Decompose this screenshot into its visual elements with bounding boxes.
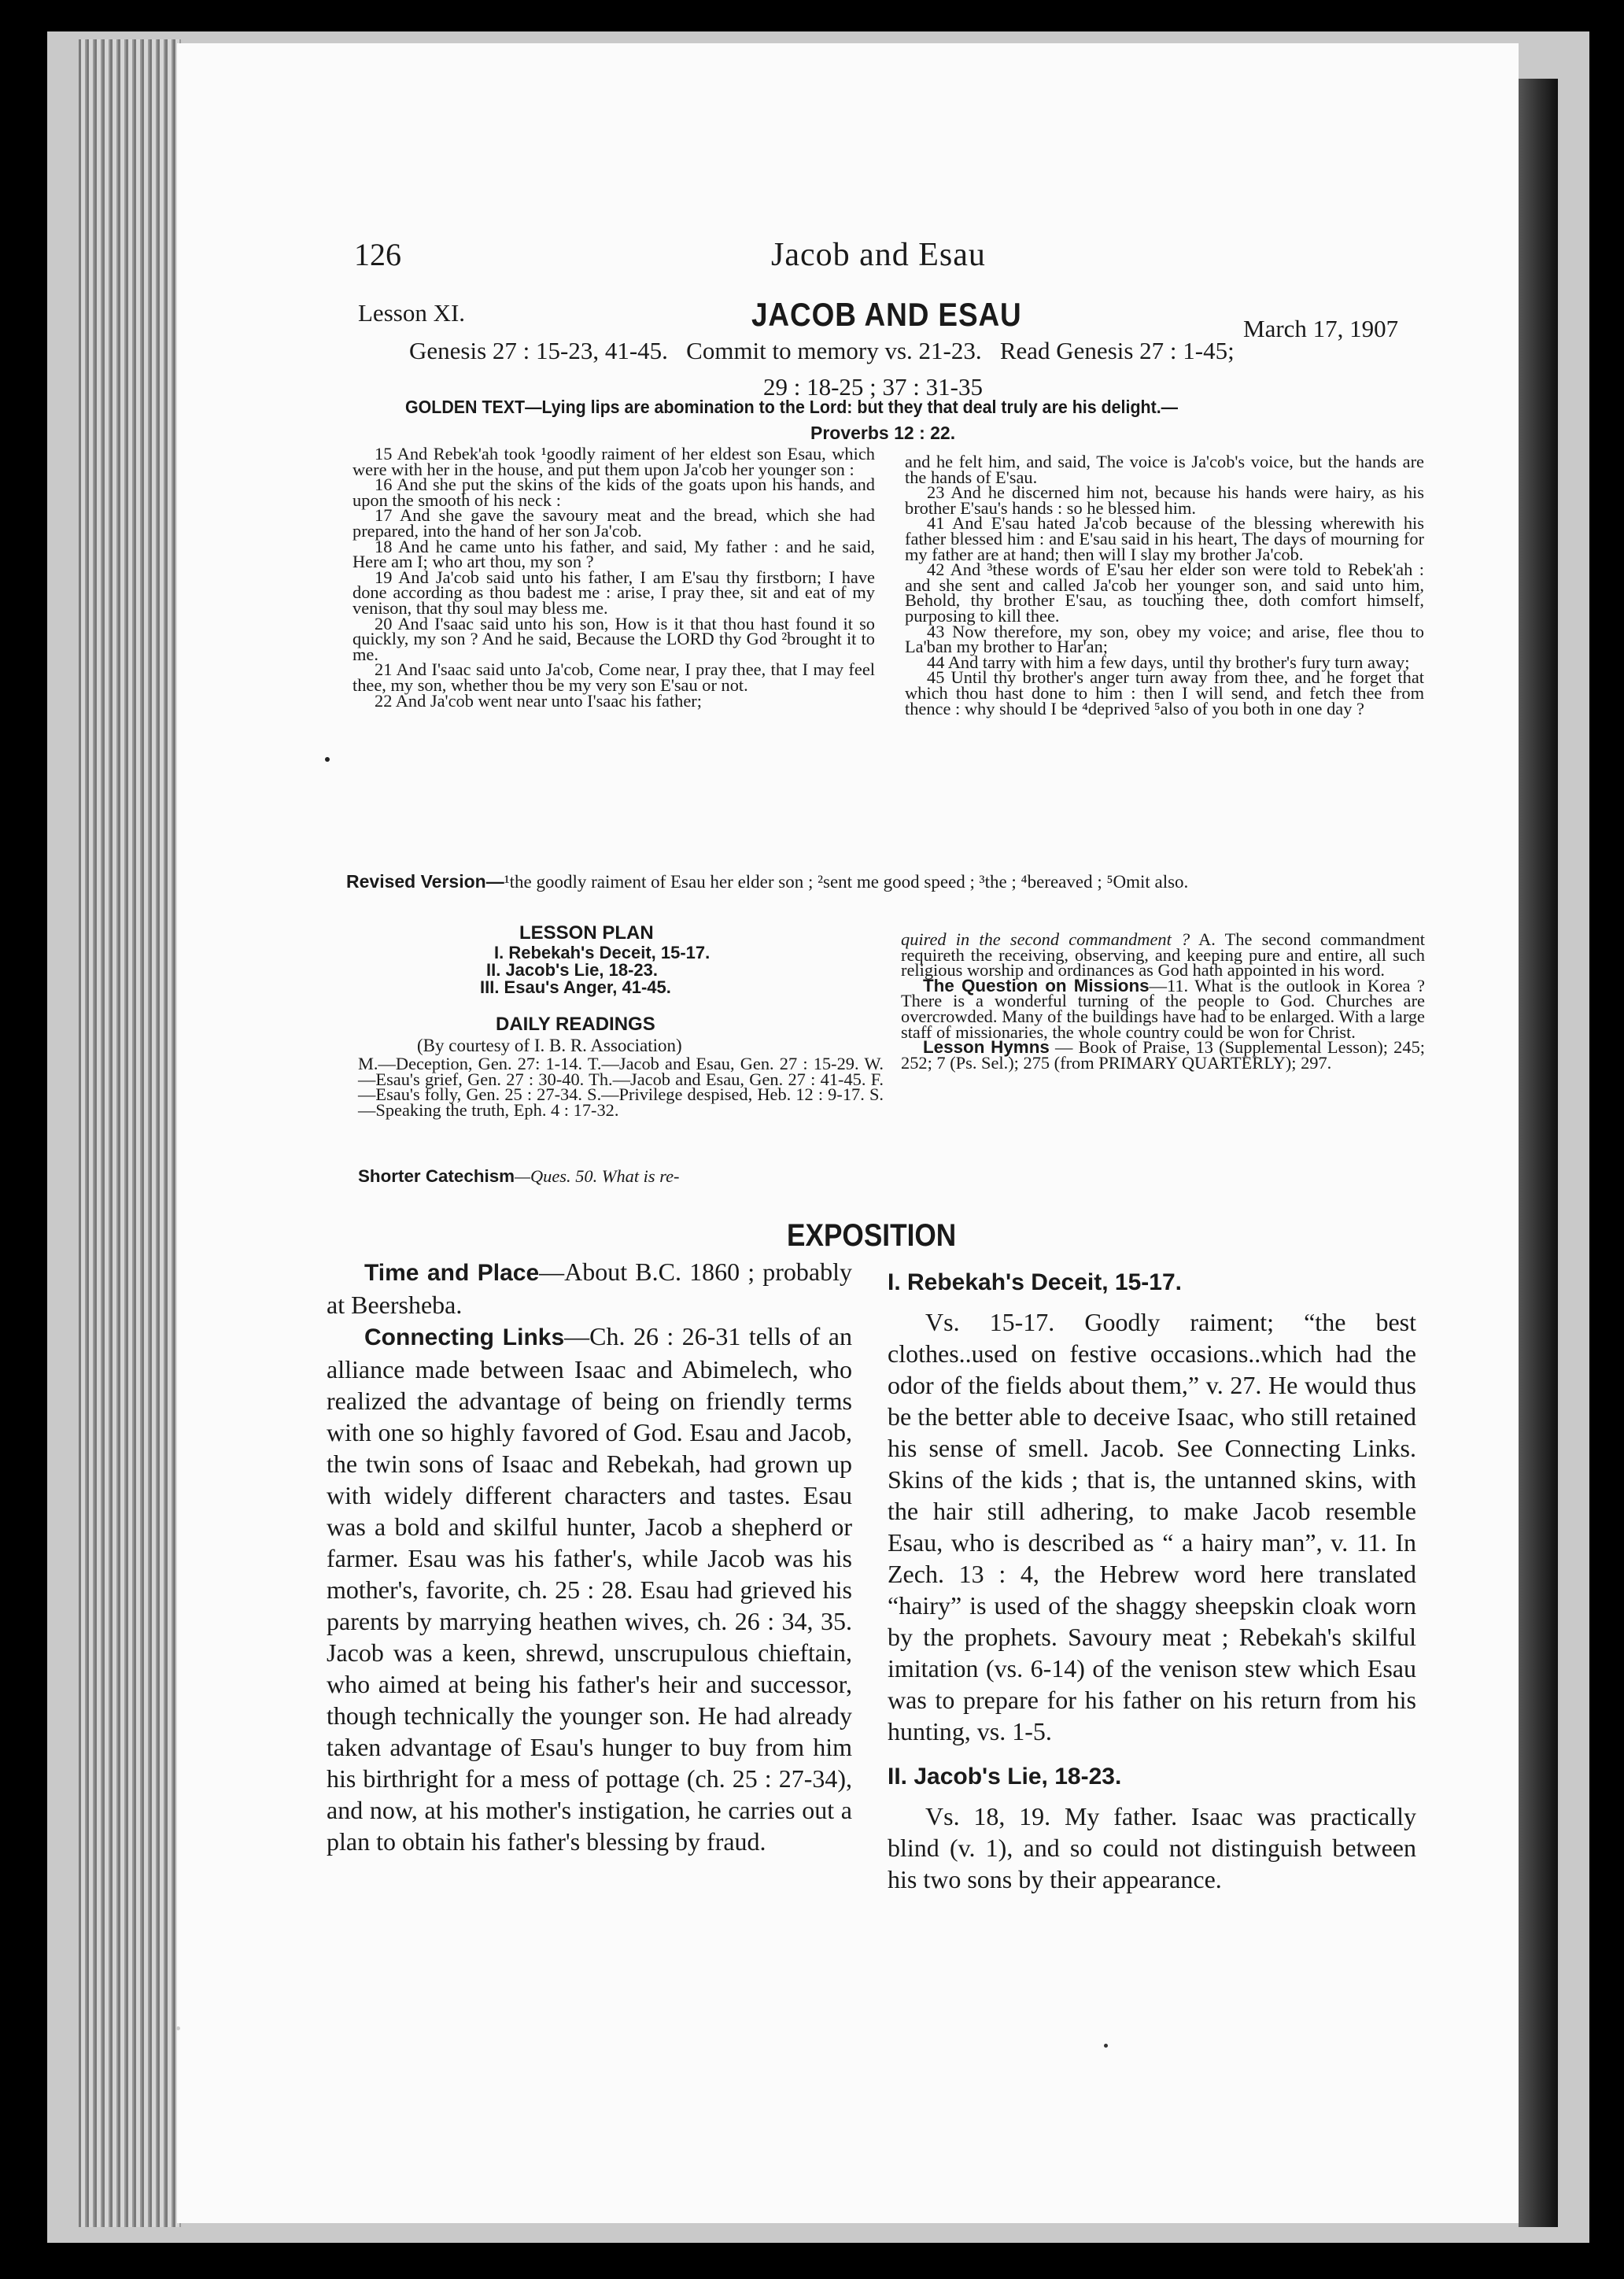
connecting-links: [327, 1320, 852, 1857]
verse: 17 And she gave the savoury meat and the bread, which she had prepared, into the hand of her son Ja'cob.: [352, 505, 875, 541]
verse: 22 And Ja'cob went near unto I'saac his father;: [375, 690, 702, 711]
verse: 18 And he came unto his father, and said, My father : and he said, Here am I; who art thou, my son ?: [352, 536, 875, 572]
verse: 19 And Ja'cob said unto his father, I am E'sau thy firstborn; I have done according as thou badest me : arise, I pray thee, sit and eat of my venison, that thy soul may bless me.: [352, 567, 875, 618]
lesson-date: March 17, 1907: [1243, 315, 1399, 342]
missions-label: The Question on Missions: [923, 975, 1150, 995]
hymns-text: — Book of Praise, 13 (Supplemental Lesson); 245; 252; 7 (Ps. Sel.); 275 (from PRIMARY QUARTERLY); 297.: [901, 1037, 1425, 1073]
verse: 15 And Rebek'ah took ¹goodly raiment of her eldest son Esau, which were with her in the house, and put them upon Ja'cob her younger son :: [352, 444, 875, 479]
verse: 23 And he discerned him not, because his hands were hairy, as his brother E'sau's hands : so he blessed him.: [905, 482, 1424, 518]
catechism-question: [358, 1166, 884, 1187]
lesson-number: Lesson XI.: [358, 299, 466, 327]
section-text: Vs. 15-17. Goodly raiment; “the best clothes..used on festive occasions..which had the odor of the fields about them,” v. 27. He would thus be the better able to deceive Isaac, who still retained his sense of smell. Jacob. See Connecting Links. Skins of the kids ; that is, the untanned skins, with the hair still adhering, to make Jacob resemble Esau, who is described as “ a hairy man”, v. 11. In Zech. 13 : 4, the Hebrew word here translated “hairy” is used of the shaggy sheepskin cloak worn by the prophets. Savoury meat ; Rebekah's skilful imitation (vs. 6-14) of the venison stew which Esau was to prepare for his father on his return from his hunting, vs. 1-5.: [888, 1308, 1416, 1745]
margin-mark: [325, 757, 330, 762]
book-right-edge: [1519, 79, 1558, 2227]
lesson-plan-item: I. Rebekah's Deceit, 15-17.: [494, 943, 710, 962]
lesson-plan-heading: LESSON PLAN: [519, 922, 654, 944]
lesson-plan-item: III. Esau's Anger, 41-45.: [480, 977, 671, 997]
scripture-right-column: [905, 454, 1424, 716]
lesson-plan-list: [480, 944, 710, 996]
verse: 21 And I'saac said unto Ja'cob, Come near, I pray thee, that I may feel thee, my son, whether thou be my very son E'sau or not.: [352, 659, 875, 695]
section-heading: II. Jacob's Lie, 18-23.: [888, 1764, 1122, 1790]
verse: 45 Until thy brother's anger turn away from thee, and he forget that which thou hast done to him : then I will send, and fetch thee from thence : why should I be ⁴deprived ⁵also of you both in one day ?: [905, 667, 1424, 718]
catechism-text: —Ques. 50. What is re-: [515, 1166, 680, 1186]
page-edges: [79, 39, 181, 2227]
daily-readings-courtesy: (By courtesy of I. B. R. Association): [417, 1036, 682, 1055]
connecting-links-text: —Ch. 26 : 26-31 tells of an alliance made between Isaac and Abimelech, who realized the advantage of being on friendly terms with one so highly favored of God. Esau and Jacob, the twin sons of Isaac and Rebekah, had grown up with widely different characters and tastes. Esau was a bold and skilful hunter, Jacob a shepherd or farmer. Esau was his father's, while Jacob was his mother's, favorite, ch. 25 : 28. Esau had grieved his parents by marrying heathen wives, ch. 26 : 34, 35. Jacob was a keen, shrewd, unscrupulous chieftain, who aimed at being his father's heir and successor, though technically the younger son. He had already taken advantage of Esau's hunger to buy from him his birthright for a mess of pottage (ch. 25 : 27-34), and now, at his mother's instigation, he carries out a plan to obtain his father's blessing by fraud.: [327, 1322, 852, 1856]
verse: and he felt him, and said, The voice is Ja'cob's voice, but the hands are the hands of E'sau.: [905, 452, 1424, 487]
verse: 20 And I'saac said unto his son, How is it that thou hast found it so quickly, my son ? And he said, Because the LORD thy God ²brought it to me.: [352, 613, 875, 664]
catechism-answer-text: A. The second commandment requireth the receiving, observing, and keeping pure and entire, all such religious worship and ordinances as God hath appointed in his word.: [901, 929, 1425, 981]
verse: 41 And E'sau hated Ja'cob because of the blessing wherewith his father blessed him : and E'sau said in his heart, The days of mourning for my father are at hand; then will I slay my brother Ja'cob.: [905, 513, 1424, 564]
daily-readings-heading: DAILY READINGS: [496, 1014, 655, 1035]
lesson-references: Genesis 27 : 15-23, 41-45. Commit to memory vs. 21-23. Read Genesis 27 : 1-45;: [409, 337, 1235, 364]
hymns-label: Lesson Hymns: [923, 1037, 1050, 1058]
section-text: Vs. 18, 19. My father. Isaac was practically blind (v. 1), and so could not distinguish between his two sons by their appearance.: [888, 1802, 1416, 1893]
page-number: 126: [354, 237, 401, 272]
exposition-left-column: [327, 1256, 852, 1857]
verse: 44 And tarry with him a few days, until thy brother's fury turn away;: [927, 652, 1410, 672]
exposition-right-column: [888, 1267, 1416, 1895]
catechism-answer: [901, 929, 1425, 981]
speck-mark: [1104, 2044, 1108, 2048]
missions-text: —11. What is the outlook in Korea ? There is a wonderful turning of the people to God. Churches are overcrowded. Many of the buildings have had to be enlarged. With a large staff of missionaries, the whole country could be won for Christ.: [901, 975, 1425, 1042]
revised-version-label: Revised Version—: [346, 871, 504, 892]
scripture-left-column: [352, 444, 875, 711]
exposition-heading: EXPOSITION: [787, 1218, 957, 1253]
revised-version-text: ¹the goodly raiment of Esau her elder son ; ²sent me good speed ; ³the ; ⁴bereaved ; ⁵Omit also.: [504, 872, 1189, 892]
time-and-place: [327, 1256, 852, 1320]
lesson-plan-item: II. Jacob's Lie, 18-23.: [486, 960, 659, 980]
hymns-note: [901, 1037, 1425, 1073]
verse: 43 Now therefore, my son, obey my voice; and arise, flee thou to La'ban my brother to Har'an;: [905, 621, 1424, 657]
missions-note: [901, 975, 1425, 1042]
running-title: Jacob and Esau: [771, 237, 986, 273]
lesson-references-cont: 29 : 18-25 ; 37 : 31-35: [763, 373, 983, 401]
book-page: [177, 43, 1519, 2223]
lesson-title: JACOB AND ESAU: [751, 296, 1022, 333]
time-and-place-text: —About B.C. 1860 ; probably at Beersheba.: [327, 1258, 853, 1319]
speck-mark: [176, 2026, 180, 2030]
section-heading: I. Rebekah's Deceit, 15-17.: [888, 1269, 1182, 1295]
time-and-place-label: Time and Place: [364, 1260, 540, 1286]
right-notes-column: [901, 929, 1425, 1073]
catechism-continued: quired in the second commandment ?: [901, 929, 1190, 949]
verse: 16 And she put the skins of the kids of the goats upon his hands, and upon the smooth of his neck :: [352, 475, 875, 510]
connecting-links-label: Connecting Links: [364, 1324, 565, 1350]
daily-readings-text: M.—Deception, Gen. 27: 1-14. T.—Jacob and Esau, Gen. 27 : 15-29. W.—Esau's grief, Gen. 27 : 30-40. Th.—Jacob and Esau, Gen. 27 : 41-45. F.—Esau's folly, Gen. 25 : 27-34. S.—Privilege despised, Heb. 12 : 9-17. S.—Speaking the truth, Eph. 4 : 17-32.: [358, 1054, 884, 1120]
golden-text-reference: Proverbs 12 : 22.: [810, 423, 956, 443]
verse: 42 And ³these words of E'sau her elder son were told to Rebek'ah : and she sent and called Ja'cob her younger son, and said unto him, Behold, thy brother E'sau, as touching thee, doth comfort himself, purposing to kill thee.: [905, 560, 1424, 626]
revised-version-note: [346, 871, 1424, 892]
catechism-label: Shorter Catechism: [358, 1166, 515, 1186]
golden-text: GOLDEN TEXT—Lying lips are abomination to the Lord: but they that deal truly are his delight.—: [405, 397, 1179, 417]
